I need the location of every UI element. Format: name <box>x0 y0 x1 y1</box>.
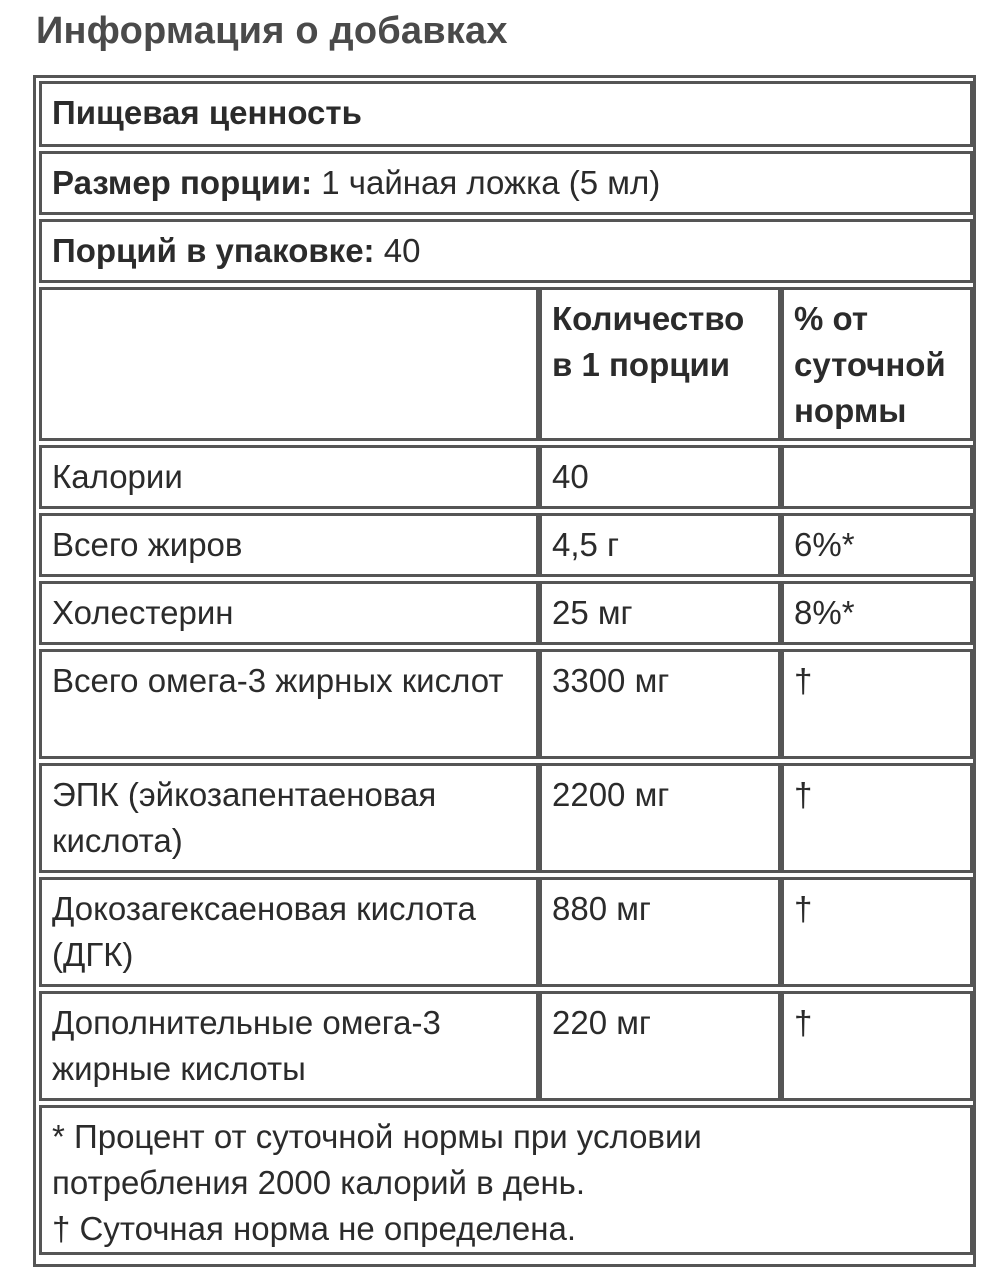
nutrient-amount: 880 мг <box>539 877 781 987</box>
supplement-facts-table <box>39 77 973 1259</box>
nutrient-amount: 3300 мг <box>539 649 781 759</box>
footnote-row <box>39 1105 973 1255</box>
nutrient-amount: 4,5 г <box>539 513 781 577</box>
nutrition-header: Пищевая ценность <box>39 81 973 147</box>
footnote-daily-value-not-established: † Суточная норма не определена. <box>52 1210 576 1247</box>
table-row <box>39 649 973 759</box>
nutrient-daily-value: 6%* <box>781 513 973 577</box>
nutrient-name: Всего омега-3 жирных кислот <box>39 649 539 759</box>
nutrient-name: Холестерин <box>39 581 539 645</box>
nutrient-amount: 25 мг <box>539 581 781 645</box>
servings-per-container-label: Порций в упаковке: <box>52 232 375 269</box>
daily-header-line3: нормы <box>794 392 907 429</box>
nutrient-amount: 40 <box>539 445 781 509</box>
nutrient-name: ЭПК (эйкозапентаеновая кислота) <box>39 763 539 873</box>
table-row <box>39 763 973 873</box>
nutrient-name: Калории <box>39 445 539 509</box>
table-row <box>39 991 973 1101</box>
table-row <box>39 445 973 509</box>
nutrient-name: Дополнительные омега-3 жирные кислоты <box>39 991 539 1101</box>
daily-header-line2: суточной <box>794 346 946 383</box>
footnote-daily-value-basis-cont: потребления 2000 калорий в день. <box>52 1164 586 1201</box>
nutrient-daily-value: 8%* <box>781 581 973 645</box>
table-row <box>39 581 973 645</box>
column-header-amount <box>539 287 781 441</box>
amount-header-line1: Количество <box>552 300 745 337</box>
nutrient-daily-value: † <box>781 649 973 759</box>
column-header-daily-value <box>781 287 973 441</box>
column-header-empty <box>39 287 539 441</box>
nutrient-amount: 2200 мг <box>539 763 781 873</box>
nutrient-amount: 220 мг <box>539 991 781 1101</box>
serving-size-label: Размер порции: <box>52 164 313 201</box>
serving-size-row <box>39 151 973 215</box>
servings-per-container-row <box>39 219 973 283</box>
nutrient-name: Докозагексаеновая кислота (ДГК) <box>39 877 539 987</box>
footnotes <box>39 1105 973 1255</box>
serving-size-value: 1 чайная ложка (5 мл) <box>312 164 661 201</box>
page-title: Информация о добавках <box>36 10 508 52</box>
servings-per-container-value: 40 <box>374 232 421 269</box>
nutrient-daily-value <box>781 445 973 509</box>
daily-header-line1: % от <box>794 300 869 337</box>
footnote-daily-value-basis: * Процент от суточной нормы при условии <box>52 1118 702 1155</box>
nutrient-name: Всего жиров <box>39 513 539 577</box>
supplement-facts-panel <box>33 75 976 1267</box>
table-row <box>39 513 973 577</box>
column-header-row <box>39 287 973 441</box>
table-row <box>39 877 973 987</box>
nutrient-daily-value: † <box>781 877 973 987</box>
amount-header-line2: в 1 порции <box>552 346 731 383</box>
nutrient-daily-value: † <box>781 991 973 1101</box>
nutrient-daily-value: † <box>781 763 973 873</box>
